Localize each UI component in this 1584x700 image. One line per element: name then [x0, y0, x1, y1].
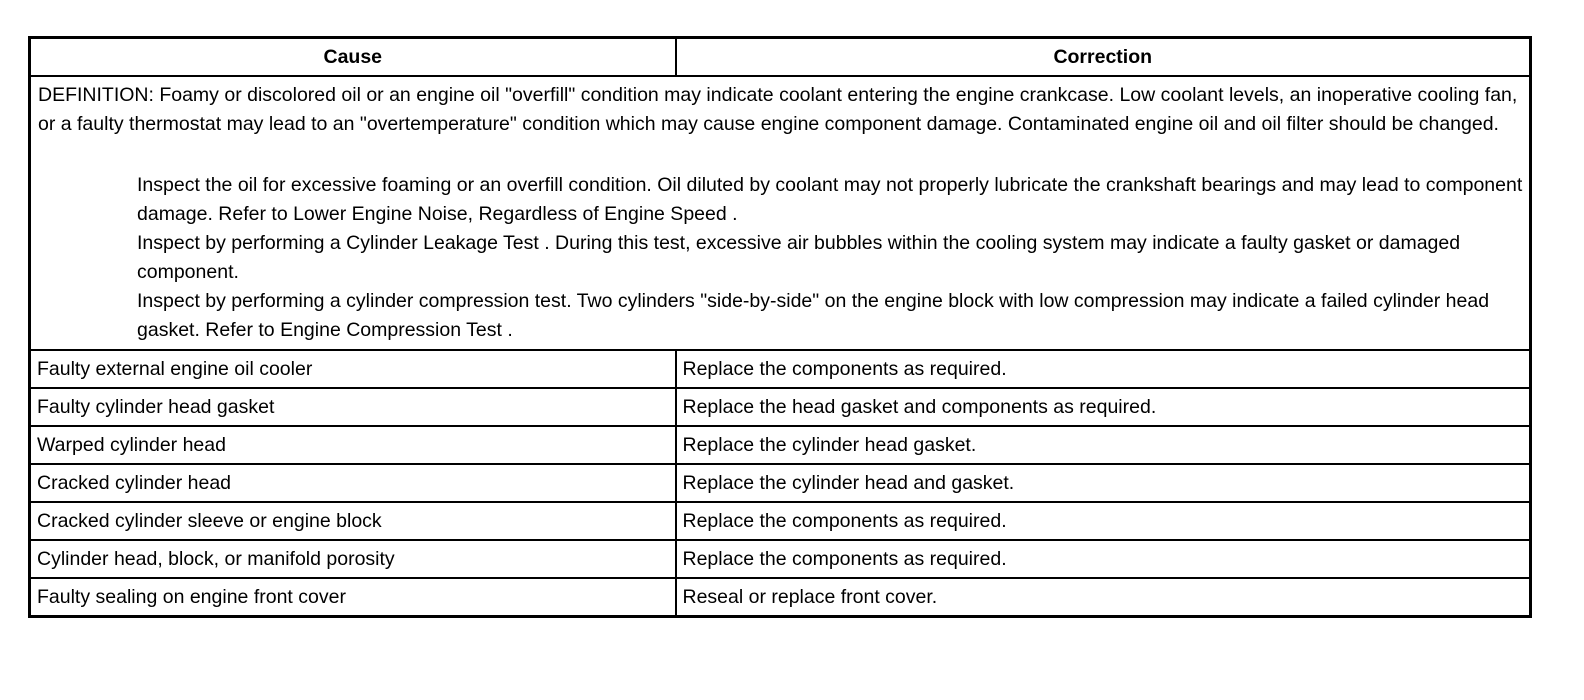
table-row	[30, 502, 1531, 540]
correction-cell: Replace the components as required.	[676, 540, 1531, 578]
inspection-item: Inspect the oil for excessive foaming or an overfill condition. Oil diluted by coolant may not properly lubricate the crankshaft bearings and may lead to component damage. Refer to Lower Engine Noise, Regardless of Engine Speed .	[137, 174, 1523, 225]
diagnostic-table	[28, 36, 1532, 618]
cause-cell: Cylinder head, block, or manifold porosity	[30, 540, 676, 578]
inspection-item: Inspect by performing a Cylinder Leakage Test . During this test, excessive air bubbles within the cooling system may indicate a faulty gasket or damaged component.	[137, 232, 1461, 283]
cause-cell: Faulty external engine oil cooler	[30, 350, 676, 388]
correction-cell: Replace the cylinder head and gasket.	[676, 464, 1531, 502]
table-row	[30, 388, 1531, 426]
cause-cell: Warped cylinder head	[30, 426, 676, 464]
definition-text: DEFINITION: Foamy or discolored oil or an engine oil "overfill" condition may indicate coolant entering the engine crankcase. Low coolant levels, an inoperative cooling fan, or a faulty thermostat may lead to an "overtemperature" condition which may cause engine component damage. Contaminated engine oil and oil filter should be changed.	[38, 84, 1518, 135]
correction-header: Correction	[676, 38, 1531, 77]
cause-cell: Cracked cylinder sleeve or engine block	[30, 502, 676, 540]
correction-cell: Replace the cylinder head gasket.	[676, 426, 1531, 464]
table-row	[30, 426, 1531, 464]
header-row	[30, 38, 1531, 77]
table-row	[30, 350, 1531, 388]
definition-cell	[30, 76, 1531, 350]
table-row	[30, 540, 1531, 578]
cause-header: Cause	[30, 38, 676, 77]
inspection-item: Inspect by performing a cylinder compression test. Two cylinders "side-by-side" on the engine block with low compression may indicate a failed cylinder head gasket. Refer to Engine Compression Test .	[137, 290, 1490, 341]
correction-cell: Replace the components as required.	[676, 350, 1531, 388]
cause-cell: Faulty cylinder head gasket	[30, 388, 676, 426]
correction-cell: Replace the head gasket and components as required.	[676, 388, 1531, 426]
correction-cell: Reseal or replace front cover.	[676, 578, 1531, 617]
correction-cell: Replace the components as required.	[676, 502, 1531, 540]
definition-row	[30, 76, 1531, 350]
cause-cell: Cracked cylinder head	[30, 464, 676, 502]
cause-cell: Faulty sealing on engine front cover	[30, 578, 676, 617]
table-row	[30, 464, 1531, 502]
inspection-list	[38, 171, 1523, 345]
table-row	[30, 578, 1531, 617]
